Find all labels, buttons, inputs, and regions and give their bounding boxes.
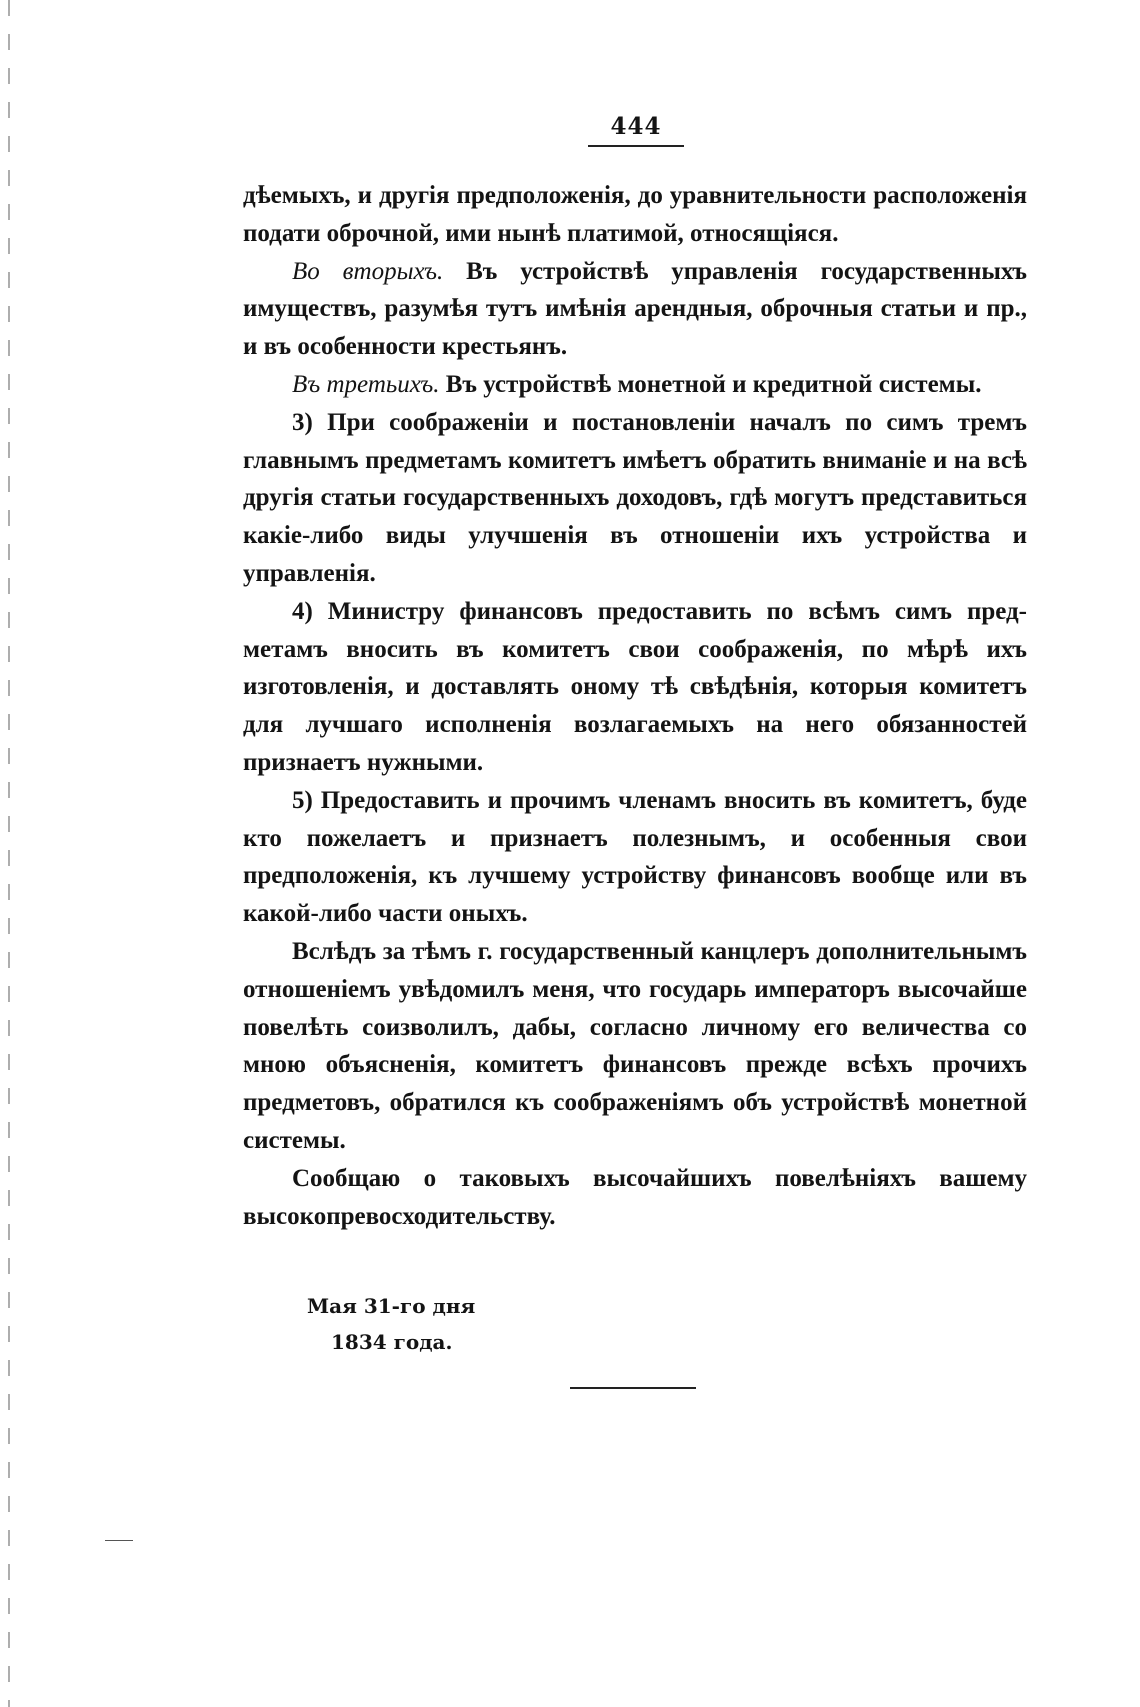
date-block [307, 1288, 607, 1360]
paragraph-text: 4) Министру финансовъ предоставить по всѣмъ симъ предметамъ вносить въ комитетъ свои соображенія, по мѣрѣ ихъ изготовленія, и доставлять оному тѣ свѣдѣнія, которыя комитетъ для лучшаго исполненія возлагаемыхъ на него обязанностей признаетъ нужными. [243, 597, 1027, 776]
paragraph-2 [243, 253, 1027, 366]
year-line: 1834 года. [331, 1330, 453, 1354]
paragraph-lead: Въ третьихъ. [292, 370, 440, 398]
paragraph-text: Въ устройствѣ управленія государственныхъ имуществъ, разумѣя тутъ имѣнія арендныя, оброчныя статьи и пр., и въ особенности крестьянъ. [243, 257, 1027, 361]
paragraph-text: Въ устройствѣ монетной и кредитной системы. [439, 370, 982, 398]
paragraph-text: 3) При соображеніи и постановленіи началъ по симъ тремъ главнымъ предметамъ комитетъ имѣетъ обратить вниманіе и на всѣ другія статьи государственныхъ доходовъ, гдѣ могутъ представиться какіе-либо виды улучшенія въ отношеніи ихъ устройства и управленія. [243, 408, 1027, 587]
paragraph-text: Сообщаю о таковыхъ высочайшихъ повелѣніяхъ вашему высокопревосходительству. [243, 1164, 1027, 1230]
paragraph-text: 5) Предоставить и прочимъ членамъ вносить въ комитетъ, буде кто пожелаетъ и признаетъ полезнымъ, и особенныя свои предположенія, къ лучшему устройству финансовъ вообще или въ какой-либо части оныхъ. [243, 786, 1027, 928]
closing-rule [570, 1387, 696, 1389]
scan-binding-edge [8, 0, 10, 1707]
paragraph-3 [243, 366, 1027, 404]
paragraph-5 [243, 593, 1027, 782]
paragraph-text: дѣемыхъ, и другія предположенія, до уравнительности расположенія подати оброчной, ими нынѣ платимой, относящіяся. [243, 182, 1027, 247]
page-number-underline [588, 145, 684, 147]
paragraph-text: Вслѣдъ за тѣмъ г. государственный канцлеръ дополнительнымъ отношеніемъ увѣдомилъ меня, что государь императоръ высочайше повелѣть соизволилъ, дабы, согласно личному его величества со мною объясненія, комитетъ финансовъ прежде всѣхъ прочихъ предметовъ, обратился къ соображеніямъ объ устройствѣ монетной системы. [243, 937, 1027, 1154]
page-number: 444 [610, 113, 662, 140]
paragraph-1 [243, 177, 1027, 253]
paragraph-4 [243, 404, 1027, 593]
paragraph-7 [243, 933, 1027, 1160]
margin-mark [105, 1540, 133, 1541]
paragraph-6 [243, 782, 1027, 933]
paragraph-lead: Во вторыхъ. [292, 257, 444, 285]
date-line: Мая 31-го дня [307, 1294, 476, 1318]
paragraph-8 [243, 1160, 1027, 1236]
body-text [243, 177, 1027, 1235]
